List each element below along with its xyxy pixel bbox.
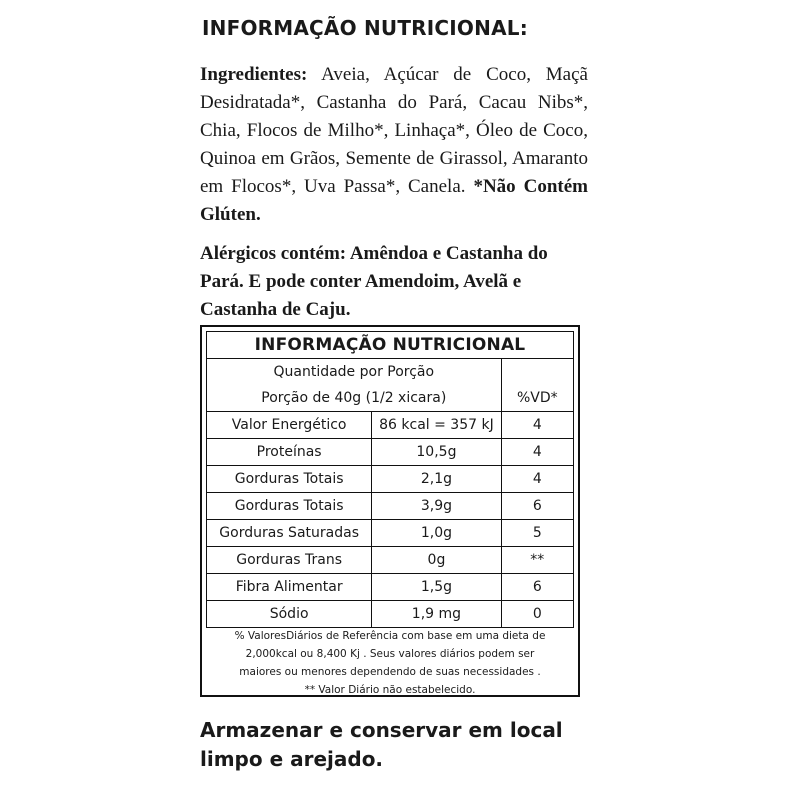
nutrient-name: Gorduras Totais (207, 493, 372, 520)
ingredients-list: Aveia, Açúcar de Coco, Maçã Desidratada*, Castanha do Pará, Cacau Nibs*, Chia, Flocos de Milho*, Linhaça*, Óleo de Coco, Quinoa em Grãos, Semente de Girassol, Amaranto em Flocos*, Uva Passa*, Canela. (200, 64, 588, 197)
vd-header-spacer (501, 359, 573, 386)
footnote-line: maiores ou menores dependendo de suas necessidades . (239, 666, 541, 678)
nutrient-name: Gorduras Trans (207, 547, 372, 574)
nutrient-amount: 1,9 mg (372, 601, 501, 628)
table-header-row (207, 332, 574, 359)
portion-label: Porção de 40g (1/2 xicara) (207, 385, 502, 412)
portion-row (207, 385, 574, 412)
page-title: INFORMAÇÃO NUTRICIONAL: (202, 16, 528, 40)
nutrient-vd: 6 (501, 493, 573, 520)
ingredients-label: Ingredientes: (200, 64, 308, 85)
quantity-row (207, 359, 574, 386)
nutrient-amount: 0g (372, 547, 501, 574)
footnote-line: ** Valor Diário não estabelecido. (304, 684, 476, 696)
nutrition-facts-box (200, 325, 580, 697)
nutrient-name: Proteínas (207, 439, 372, 466)
table-row (207, 412, 574, 439)
nutrient-name: Gorduras Saturadas (207, 520, 372, 547)
table-row (207, 493, 574, 520)
nutrient-name: Fibra Alimentar (207, 574, 372, 601)
nutrient-amount: 10,5g (372, 439, 501, 466)
nutrient-amount: 1,5g (372, 574, 501, 601)
storage-instructions: Armazenar e conservar em local limpo e arejado. (200, 718, 563, 771)
table-row (207, 601, 574, 628)
nutrient-vd: 6 (501, 574, 573, 601)
nutrient-amount: 2,1g (372, 466, 501, 493)
ingredients-paragraph (200, 61, 588, 229)
nutrient-name: Gorduras Totais (207, 466, 372, 493)
nutrient-name: Sódio (207, 601, 372, 628)
vd-header: %VD* (501, 385, 573, 412)
nutrient-vd: 0 (501, 601, 573, 628)
nutrient-vd: 4 (501, 466, 573, 493)
nutrition-table (206, 331, 574, 628)
table-row (207, 466, 574, 493)
table-row (207, 574, 574, 601)
nutrient-amount: 86 kcal = 357 kJ (372, 412, 501, 439)
table-row (207, 439, 574, 466)
table-title: INFORMAÇÃO NUTRICIONAL (207, 332, 574, 359)
nutrient-vd: 4 (501, 439, 573, 466)
quantity-label: Quantidade por Porção (207, 359, 502, 386)
nutrient-amount: 3,9g (372, 493, 501, 520)
table-footnotes (206, 627, 574, 699)
table-row (207, 520, 574, 547)
table-row (207, 547, 574, 574)
allergens-paragraph: Alérgicos contém: Amêndoa e Castanha do Pará. E pode conter Amendoim, Avelã e Castanha de Caju. (200, 243, 548, 320)
footnote-line: 2,000kcal ou 8,400 Kj . Seus valores diários podem ser (245, 648, 535, 660)
nutrient-vd: 4 (501, 412, 573, 439)
gluten-statement: *Não Contém Glúten. (200, 176, 588, 225)
footnote-line: % ValoresDiários de Referência com base em uma dieta de (234, 630, 546, 642)
nutrient-amount: 1,0g (372, 520, 501, 547)
nutrient-name: Valor Energético (207, 412, 372, 439)
nutrient-vd: ** (501, 547, 573, 574)
nutrient-vd: 5 (501, 520, 573, 547)
